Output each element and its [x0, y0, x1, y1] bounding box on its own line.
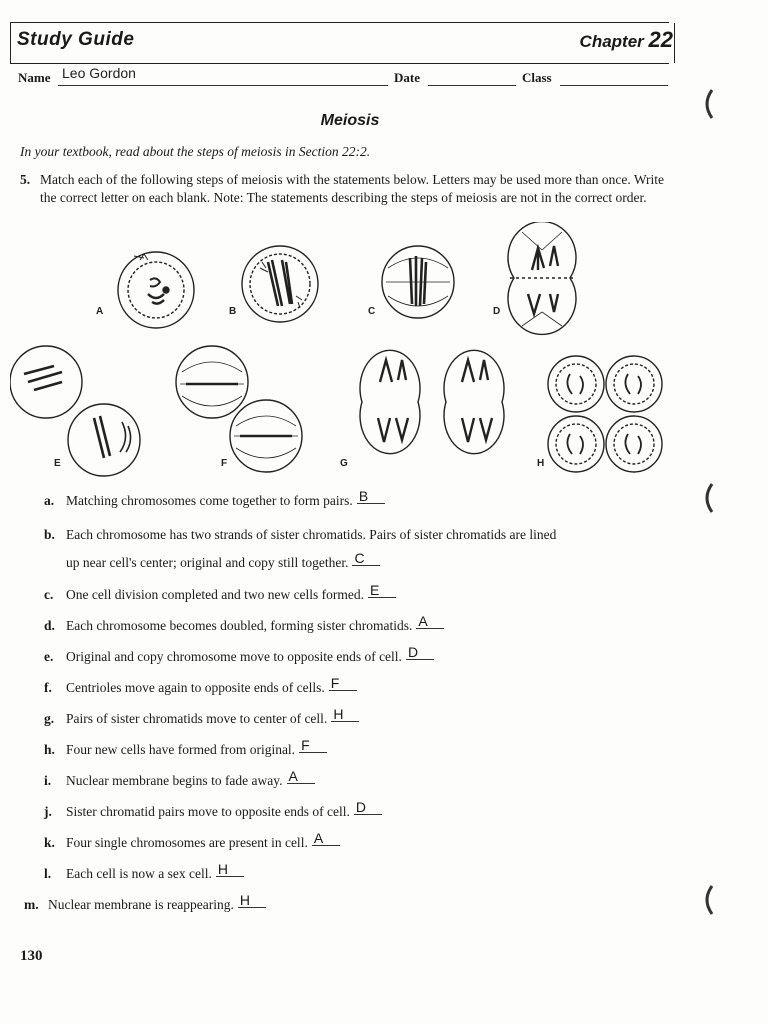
- intro-text: In your textbook, read about the steps of meiosis in Section 22:2.: [20, 144, 371, 159]
- chapter-number: 22: [648, 27, 673, 52]
- item-text: Centrioles move again to opposite ends of cells.: [66, 680, 325, 695]
- item-text: Matching chromosomes come together to form pairs.: [66, 493, 353, 508]
- answer-blank[interactable]: D: [354, 800, 382, 815]
- answer-blank[interactable]: B: [357, 489, 385, 504]
- answer-blank[interactable]: F: [329, 676, 357, 691]
- item-key: g.: [44, 711, 55, 726]
- name-label: Name: [18, 70, 51, 85]
- item-text: Each chromosome becomes doubled, forming sister chromatids.: [66, 618, 413, 633]
- item-key: k.: [44, 835, 55, 850]
- study-guide-label: Study Guide: [17, 29, 135, 50]
- item-key: m.: [24, 897, 39, 912]
- answer-blank[interactable]: F: [299, 738, 327, 753]
- item-key: i.: [44, 773, 52, 788]
- item-text: Sister chromatid pairs move to opposite ends of cell.: [66, 804, 350, 819]
- question-number: 5.: [20, 172, 31, 187]
- item-key: e.: [44, 649, 54, 664]
- answer-blank[interactable]: H: [238, 893, 266, 908]
- item-key: a.: [44, 493, 55, 508]
- name-value: Leo Gordon: [62, 65, 136, 81]
- answer-blank[interactable]: H: [216, 862, 244, 877]
- date-label: Date: [394, 70, 420, 85]
- item-key: j.: [44, 804, 52, 819]
- item-key: f.: [44, 680, 52, 695]
- item-text: Pairs of sister chromatids move to center of cell.: [66, 711, 328, 726]
- item-key: h.: [44, 742, 55, 757]
- item-text: Four single chromosomes are present in cell.: [66, 835, 308, 850]
- page-title: Meiosis: [320, 112, 380, 129]
- answer-blank[interactable]: D: [406, 645, 434, 660]
- item-text: One cell division completed and two new cells formed.: [66, 587, 365, 602]
- binder-hole-icon: [707, 90, 712, 118]
- label-e: E: [54, 458, 61, 469]
- item-key: l.: [44, 866, 52, 881]
- item-text: Nuclear membrane is reappearing.: [48, 897, 234, 912]
- item-text-continued: up near cell's center; original and copy still together.: [66, 555, 349, 570]
- answer-blank[interactable]: C: [352, 551, 380, 566]
- answer-blank[interactable]: E: [368, 583, 396, 598]
- item-text: Nuclear membrane begins to fade away.: [66, 773, 283, 788]
- label-c: C: [368, 306, 376, 317]
- label-a: A: [96, 306, 104, 317]
- label-b: B: [229, 306, 237, 317]
- chapter-word: Chapter: [579, 32, 644, 51]
- question-text: Match each of the following steps of meiosis with the statements below. Letters may be used more than once. Write the correct letter on each blank. Note: The statements describing the steps of meiosis are not in the correct order.: [40, 172, 665, 205]
- binder-hole-icon: [707, 484, 712, 512]
- item-key: b.: [44, 527, 55, 542]
- item-text: Each chromosome has two strands of sister chromatids. Pairs of sister chromatids are lined: [66, 527, 557, 542]
- item-text: Original and copy chromosome move to opposite ends of cell.: [66, 649, 402, 664]
- item-key: d.: [44, 618, 55, 633]
- label-g: G: [340, 458, 348, 469]
- class-label: Class: [522, 70, 552, 85]
- answer-blank[interactable]: H: [331, 707, 359, 722]
- answer-blank[interactable]: A: [312, 831, 340, 846]
- label-h: H: [537, 458, 545, 469]
- page-number: 130: [20, 948, 43, 964]
- item-key: c.: [44, 587, 54, 602]
- label-d: D: [493, 306, 501, 317]
- answer-blank[interactable]: A: [416, 614, 444, 629]
- binder-hole-icon: [707, 886, 712, 914]
- item-text: Each cell is now a sex cell.: [66, 866, 212, 881]
- label-f: F: [221, 458, 228, 469]
- item-text: Four new cells have formed from original.: [66, 742, 296, 757]
- answer-blank[interactable]: A: [287, 769, 315, 784]
